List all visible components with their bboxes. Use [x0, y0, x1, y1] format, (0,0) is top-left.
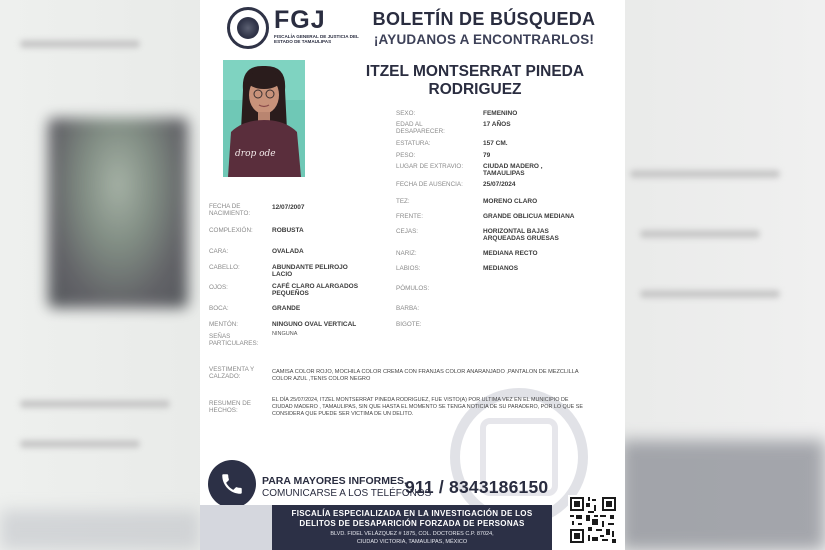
field-label-beard: BARBA: — [396, 305, 420, 312]
field-label-mouth: BOCA: — [209, 305, 229, 312]
clothing-value: CAMISA COLOR ROJO, MOCHILA COLOR CREMA CON FRANJAS COLOR ANARANJADO ,PANTALON DE MEZCLILLA COLOR AZUL ,TENIS COLOR NEGRO — [272, 369, 579, 382]
field-label-skin: TEZ: — [396, 198, 410, 205]
background-blurred-photo — [48, 118, 188, 308]
field-value-weight: 79 — [483, 152, 491, 159]
summary-text-line: EL DÍA 25/07/2024, ITZEL MONTSERRAT PINEDA RODRIGUEZ, FUE VISTO(A) POR ULTIMA VEZ EN EL MUNICIPIO DE — [272, 397, 569, 403]
field-label-build: COMPLEXIÓN: — [209, 227, 253, 234]
field-value-skin: MORENO CLARO — [483, 198, 538, 205]
field-value-height: 157 CM. — [483, 140, 508, 147]
field-label-age: EDAD AL DESAPARECER: — [396, 121, 445, 136]
qr-code — [568, 495, 618, 545]
background-blur-line — [640, 230, 760, 238]
field-value-forehead: GRANDE OBLICUA MEDIANA — [483, 213, 575, 220]
contact-line-1: PARA MAYORES INFORMES, — [262, 475, 407, 487]
fgj-logo-subtitle: FISCALÍA GENERAL DE JUSTICIA DEL ESTADO DE TAMAULIPAS — [274, 34, 359, 45]
field-label-cheekbones: PÓMULOS: — [396, 285, 430, 292]
background-blur-dark — [0, 510, 200, 550]
field-label-place: LUGAR DE EXTRAVIO: — [396, 163, 464, 170]
background-blur-line — [20, 440, 140, 448]
field-label-lips: LABIOS: — [396, 265, 421, 272]
bulletin-title: BOLETÍN DE BÚSQUEDA — [372, 9, 596, 29]
field-value-build: ROBUSTA — [272, 227, 304, 234]
field-label-absence-date: FECHA DE AUSENCIA: — [396, 181, 463, 188]
field-label-weight: PESO: — [396, 152, 416, 159]
field-value-hair: ABUNDANTE PELIROJO LACIO — [272, 264, 348, 279]
field-value-eyebrows: HORIZONTAL BAJAS ARQUEADAS GRUESAS — [483, 228, 559, 243]
footer-bar — [272, 505, 552, 550]
field-value-absence-date: 25/07/2024 — [483, 181, 516, 188]
shirt-print-text: drop ode — [235, 149, 276, 159]
clothing-label: VESTIMENTA Y CALZADO: — [209, 366, 255, 381]
footer-address-line-1: BLVD. FIDEL VELÁZQUEZ # 1875, COL. DOCTORES C.P. 87024, — [330, 531, 494, 537]
field-value-marks: NINGUNA — [272, 331, 298, 337]
field-value-place: CIUDAD MADERO , TAMAULIPAS — [483, 163, 543, 178]
field-label-sex: SEXO: — [396, 110, 416, 117]
footer-agency-line-2: DELITOS DE DESAPARICIÓN FORZADA DE PERSONAS — [299, 519, 525, 528]
field-label-nose: NARIZ: — [396, 250, 417, 257]
contact-line-2: COMUNICARSE A LOS TELÉFONOS — [262, 488, 432, 499]
field-value-nose: MEDIANA RECTO — [483, 250, 538, 257]
phone-icon-badge — [208, 460, 256, 508]
search-bulletin — [200, 0, 625, 550]
background-blur-line — [20, 400, 170, 408]
field-label-chin: MENTÓN: — [209, 321, 239, 328]
field-value-face: OVALADA — [272, 248, 304, 255]
summary-text-line: CIUDAD MADERO , TAMAULIPAS, SIN QUE HASTA EL MOMENTO SE TENGA NOTICIA DE SU PARADERO, POR LO QUE SE — [272, 404, 583, 410]
footer-address-line-2: CIUDAD VICTORIA, TAMAULIPAS, MÉXICO — [356, 539, 468, 545]
background-blur-dark — [620, 440, 825, 550]
field-value-birthdate: 12/07/2007 — [272, 204, 305, 211]
field-label-face: CARA: — [209, 248, 229, 255]
background-blur-line — [640, 290, 780, 298]
field-value-lips: MEDIANOS — [483, 265, 519, 272]
bulletin-subtitle: ¡AYUDANOS A ENCONTRARLOS! — [373, 32, 595, 47]
phone-icon — [219, 471, 245, 497]
field-label-eyes: OJOS: — [209, 284, 228, 291]
summary-text-line: CONSIDERA QUE PUEDE SER VICTIMA DE UN DELITO. — [272, 411, 414, 417]
field-label-hair: CABELLO: — [209, 264, 240, 271]
background-blur-line — [20, 40, 140, 48]
background-blur-line — [630, 170, 780, 178]
field-value-sex: FEMENINO — [483, 110, 518, 117]
fgj-logo-text: FGJ — [274, 6, 326, 34]
field-label-height: ESTATURA: — [396, 140, 431, 147]
field-label-mustache: BIGOTE: — [396, 321, 422, 328]
field-value-eyes: CAFÉ CLARO ALARGADOS PEQUEÑOS — [272, 283, 359, 298]
field-label-forehead: FRENTE: — [396, 213, 423, 220]
field-label-birthdate: FECHA DE NACIMIENTO: — [209, 203, 251, 218]
field-value-mouth: GRANDE — [272, 305, 301, 312]
field-label-marks: SEÑAS PARTICULARES: — [209, 333, 259, 348]
field-label-eyebrows: CEJAS: — [396, 228, 419, 235]
contact-phone-number: 911 / 8343186150 — [405, 477, 549, 497]
fgj-seal-logo — [227, 7, 269, 49]
person-name: ITZEL MONTSERRAT PINEDA RODRIGUEZ — [365, 63, 585, 98]
field-value-chin: NINGUNO OVAL VERTICAL — [272, 321, 357, 328]
field-value-age: 17 AÑOS — [483, 121, 511, 128]
person-photo — [223, 60, 305, 177]
footer-agency-line-1: FISCALÍA ESPECIALIZADA EN LA INVESTIGACIÓN DE LOS — [291, 509, 533, 518]
footer-grey-block — [200, 505, 272, 550]
summary-label: RESUMEN DE HECHOS: — [209, 400, 251, 415]
